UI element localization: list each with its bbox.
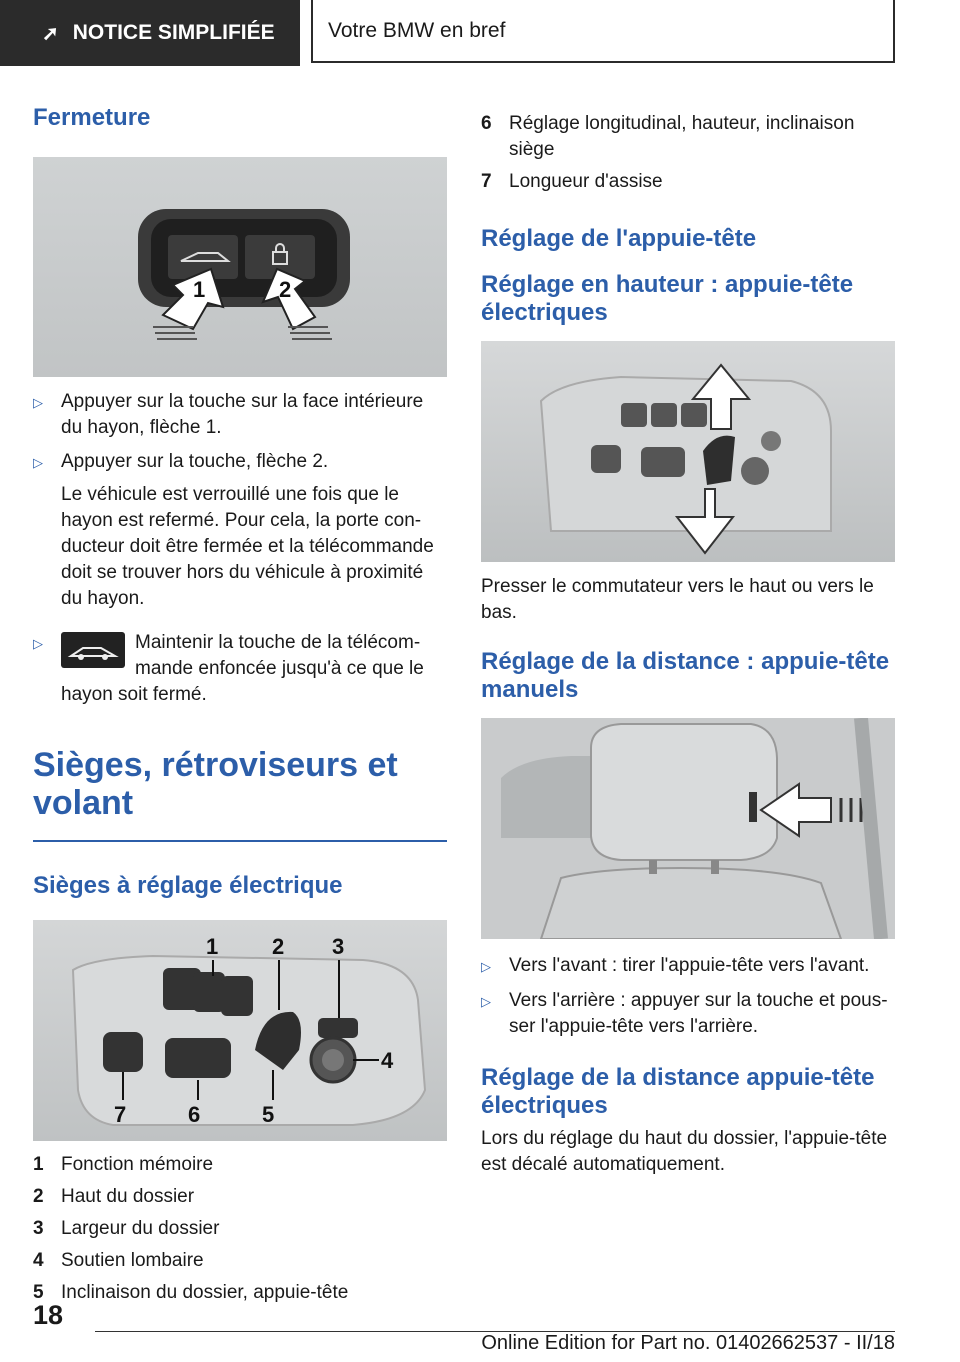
bullet-text: Appuyer sur la touche sur la face intérieure du hayon, flèche 1. xyxy=(61,391,424,438)
car-tailgate-icon xyxy=(61,632,125,668)
fermeture-bullets xyxy=(33,389,447,708)
list-item xyxy=(481,988,895,1040)
list-item xyxy=(33,1149,447,1181)
heading-distance-electriques: Réglage de la distance appuie-tête électriques xyxy=(481,1064,875,1119)
list-item xyxy=(33,1245,447,1277)
bullet-text: Vers l'avant : tirer l'appuie-tête vers l'avant. xyxy=(509,955,870,976)
heading-sieges: Sièges, rétroviseurs et volant xyxy=(33,746,398,822)
item-number: 7 xyxy=(481,171,492,192)
item-number: 2 xyxy=(33,1186,44,1207)
heading-appuie-tete: Réglage de l'appuie-tête xyxy=(481,225,757,252)
triangle-bullet-icon: ▷ xyxy=(33,636,43,651)
header-tabs xyxy=(0,0,960,66)
list-item xyxy=(481,169,895,195)
triangle-bullet-icon: ▷ xyxy=(33,395,43,410)
seat-controls-image xyxy=(33,920,447,1141)
bullet-text: Maintenir la touche de la télécom‐mande enfoncée jusqu'à ce que le hayon soit fermé. xyxy=(61,632,424,705)
right-column xyxy=(481,95,895,1178)
item-text: Longueur d'assise xyxy=(509,171,663,192)
seat-legend-list xyxy=(33,1149,447,1309)
arrow-cursor-icon: ➚ xyxy=(42,22,59,45)
img1-label-1: 1 xyxy=(193,277,206,302)
bullet-text: Vers l'arrière : appuyer sur la touche et pous‐ser l'appuie-tête vers l'arrière. xyxy=(509,990,888,1037)
tab-notice-label: NOTICE SIMPLIFIÉE xyxy=(72,21,275,44)
img2-label-3: 3 xyxy=(332,934,345,959)
distance-bullets xyxy=(481,953,895,1040)
img1-label-2: 2 xyxy=(279,277,292,302)
item-number: 3 xyxy=(33,1218,44,1239)
item-text: Réglage longitudinal, hauteur, inclinaison siège xyxy=(509,113,855,160)
list-item xyxy=(33,449,447,476)
left-column xyxy=(33,95,447,1309)
item-number: 1 xyxy=(33,1154,44,1175)
heading-fermeture: Fermeture xyxy=(33,104,151,131)
heading-sieges-electriques: Sièges à réglage électrique xyxy=(33,872,343,899)
list-item xyxy=(33,1213,447,1245)
item-text: Soutien lombaire xyxy=(61,1250,204,1271)
list-item xyxy=(33,1181,447,1213)
list-item xyxy=(481,111,895,163)
item-text: Haut du dossier xyxy=(61,1186,195,1207)
list-item xyxy=(33,630,447,708)
seat-legend-list-cont xyxy=(481,111,895,195)
footer-edition: Online Edition for Part no. 01402662537 - II/18 xyxy=(481,1332,895,1354)
tab-votre-bmw-label: Votre BMW en bref xyxy=(328,18,506,42)
tab-notice-simplifiee[interactable] xyxy=(0,0,300,66)
img2-label-1: 1 xyxy=(206,934,219,959)
img2-label-2: 2 xyxy=(272,934,285,959)
tab-votre-bmw[interactable] xyxy=(311,0,895,63)
heading-reglage-hauteur: Réglage en hauteur : appuie-tête électriques xyxy=(481,271,854,326)
headrest-height-image xyxy=(481,341,895,562)
item-text: Fonction mémoire xyxy=(61,1154,214,1175)
list-item xyxy=(33,389,447,441)
headrest-distance-image xyxy=(481,718,895,939)
triangle-bullet-icon: ▷ xyxy=(33,455,43,470)
item-number: 5 xyxy=(33,1282,44,1303)
paragraph-hauteur: Presser le commutateur vers le haut ou vers le bas. xyxy=(481,576,874,623)
item-text: Largeur du dossier xyxy=(61,1218,220,1239)
paragraph-distance-electriques: Lors du réglage du haut du dossier, l'appuie-tête est décalé automatiquement. xyxy=(481,1128,888,1175)
item-number: 4 xyxy=(33,1250,44,1271)
tailgate-button-image xyxy=(33,157,447,377)
img2-label-5: 5 xyxy=(262,1102,275,1127)
item-number: 6 xyxy=(481,113,492,134)
img2-label-7: 7 xyxy=(114,1102,127,1127)
bullet-note: Le véhicule est verrouillé une fois que le hayon est refermé. Pour cela, la porte con‐ducteur doit être fermée et la télécommande doit se trouver hors du véhicule à proximité du hayon. xyxy=(61,484,434,609)
triangle-bullet-icon: ▷ xyxy=(481,959,491,974)
item-text: Inclinaison du dossier, appuie-tête xyxy=(61,1282,349,1303)
heading-distance-manuels: Réglage de la distance : appuie-tête manuels xyxy=(481,648,890,703)
page-number: 18 xyxy=(33,1300,64,1330)
list-item xyxy=(481,953,895,980)
bullet-text: Appuyer sur la touche, flèche 2. xyxy=(61,451,329,472)
img2-label-4: 4 xyxy=(381,1048,394,1073)
img2-label-6: 6 xyxy=(188,1102,201,1127)
triangle-bullet-icon: ▷ xyxy=(481,994,491,1009)
list-item xyxy=(33,1277,447,1309)
heading-rule xyxy=(33,840,447,842)
